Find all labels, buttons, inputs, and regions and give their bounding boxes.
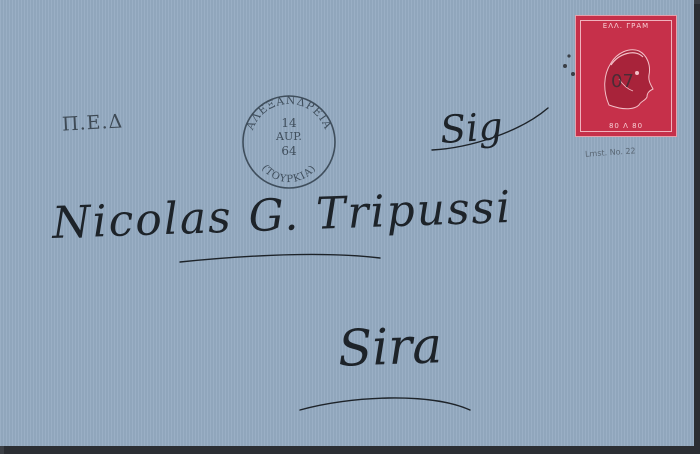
pencil-note: Lmst. No. 22 [584, 146, 636, 159]
postmark-town: ΑΛΕΞΑΝΔΡΕΙΑ [243, 93, 335, 132]
postmark-day: 14 [281, 116, 297, 130]
stamp-bottom-inscription: 80 Λ 80 [608, 122, 644, 130]
postmark-country: (ΤΟΥΡΚΙΑ) [259, 162, 319, 186]
salutation-script: Sig [438, 103, 504, 153]
postmark-year: 64 [281, 144, 297, 158]
handstamp-ped: Π.Ε.Δ [61, 110, 124, 136]
stamp-top-inscription: ΕΛΛ. ΓΡΑΜ [602, 22, 650, 30]
addressee-name-script: Nicolas G. Tripussi [51, 181, 514, 250]
cover-shadow-right [694, 4, 700, 454]
svg-text:07: 07 [611, 71, 634, 92]
destination-city-script: Sira [337, 316, 443, 378]
postmark-month: AUP. [276, 130, 302, 143]
cover-shadow-bottom [4, 446, 700, 454]
